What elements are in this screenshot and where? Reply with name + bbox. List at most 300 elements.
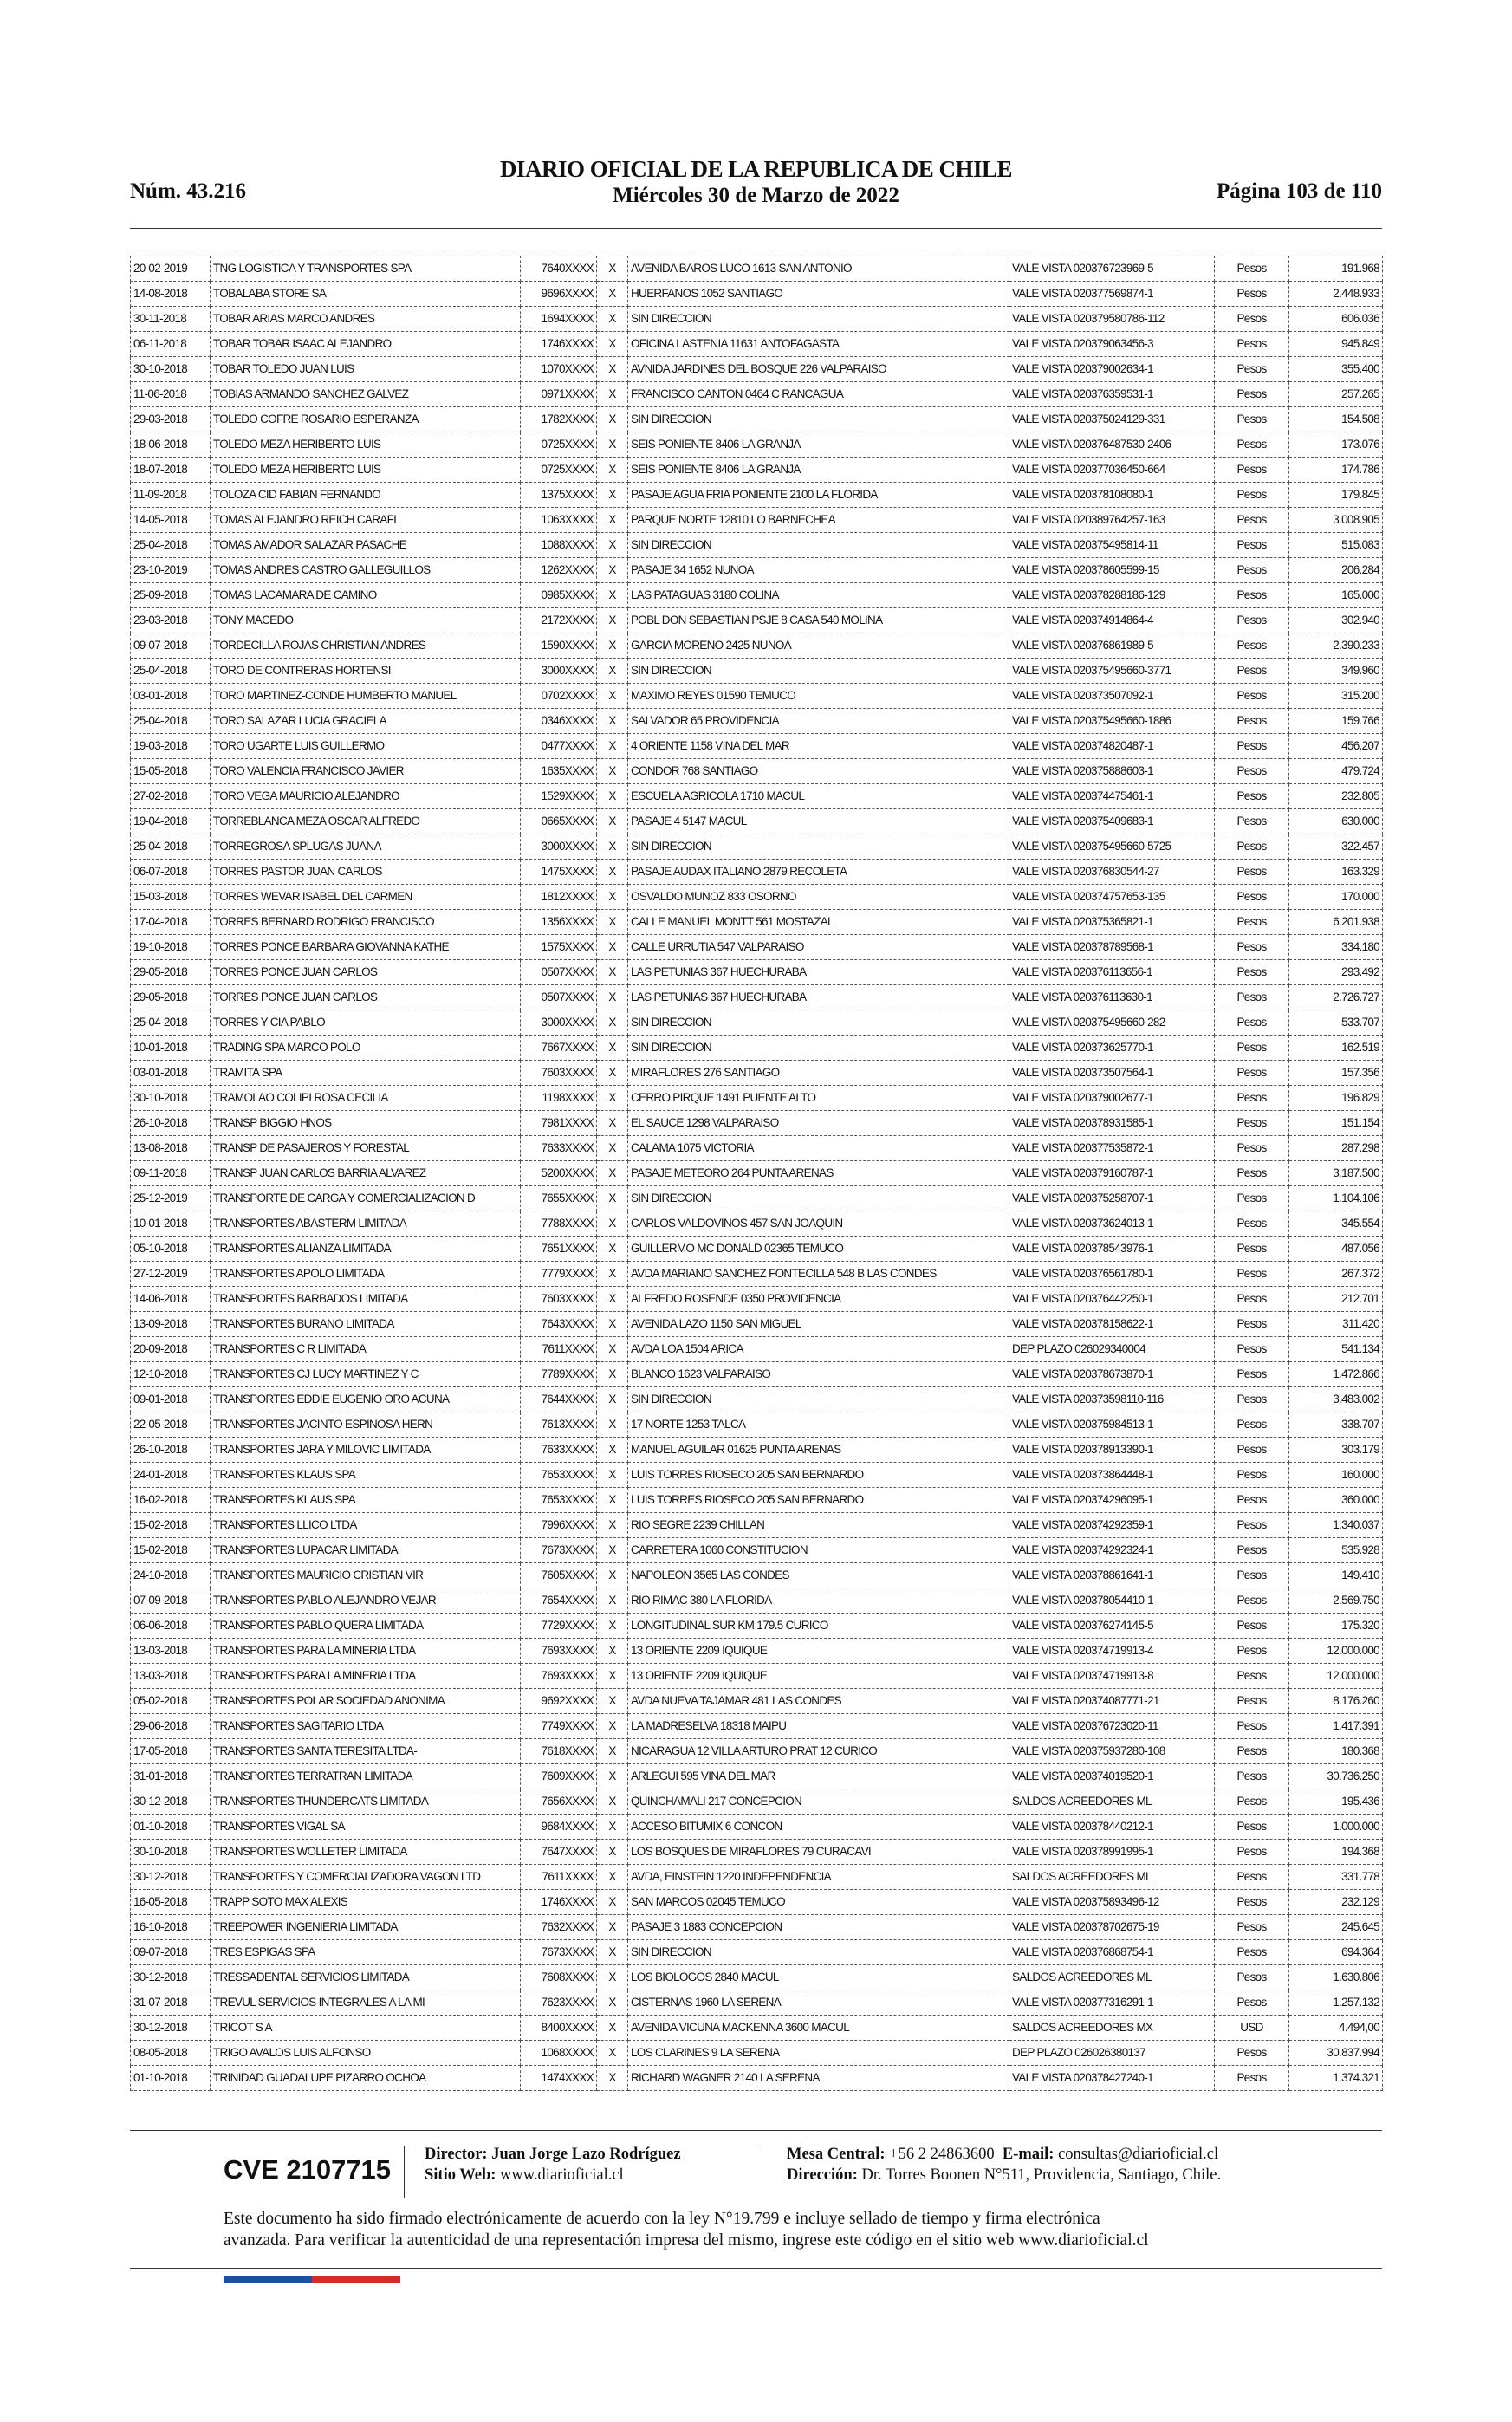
table-row: [131, 407, 1383, 432]
document-cell: VALE VISTA 020378427240-1: [1009, 2066, 1215, 2091]
rut-cell: 0725XXXX: [521, 432, 597, 458]
address-cell: RIO RIMAC 380 LA FLORIDA: [628, 1588, 1009, 1614]
name-cell: TRICOT S A: [211, 2016, 521, 2041]
web-label: Sitio Web:: [425, 2166, 496, 2184]
name-cell: TRIGO AVALOS LUIS ALFONSO: [211, 2041, 521, 2066]
amount-cell: 1.630.806: [1289, 1965, 1383, 1990]
legal-notice: [224, 2208, 1376, 2251]
date-cell: 13-03-2018: [131, 1639, 211, 1664]
address-cell: BLANCO 1623 VALPARAISO: [628, 1362, 1009, 1387]
name-cell: TRES ESPIGAS SPA: [211, 1940, 521, 1965]
table-row: [131, 935, 1383, 960]
document-cell: VALE VISTA 020375495660-1886: [1009, 709, 1215, 734]
date-cell: 29-03-2018: [131, 407, 211, 432]
date-cell: 15-02-2018: [131, 1513, 211, 1538]
rut-cell: 7654XXXX: [521, 1588, 597, 1614]
currency-cell: Pesos: [1215, 1010, 1289, 1036]
amount-cell: 232.129: [1289, 1890, 1383, 1915]
table-row: [131, 1111, 1383, 1136]
rut-cell: 7608XXXX: [521, 1965, 597, 1990]
document-cell: VALE VISTA 020378789568-1: [1009, 935, 1215, 960]
document-cell: VALE VISTA 020379063456-3: [1009, 332, 1215, 357]
name-cell: TRANSP JUAN CARLOS BARRIA ALVAREZ: [211, 1161, 521, 1186]
rut-cell: 0477XXXX: [521, 734, 597, 759]
amount-cell: 945.849: [1289, 332, 1383, 357]
date-cell: 11-09-2018: [131, 483, 211, 508]
flag-stripe: [224, 2276, 400, 2283]
name-cell: TORO VEGA MAURICIO ALEJANDRO: [211, 784, 521, 809]
currency-cell: Pesos: [1215, 608, 1289, 633]
date-cell: 31-07-2018: [131, 1990, 211, 2016]
document-cell: VALE VISTA 020376861989-5: [1009, 633, 1215, 659]
address-cell: SAN MARCOS 02045 TEMUCO: [628, 1890, 1009, 1915]
name-cell: TRAMOLAO COLIPI ROSA CECILIA: [211, 1086, 521, 1111]
table-row: [131, 1614, 1383, 1639]
date-cell: 27-12-2019: [131, 1262, 211, 1287]
rut-cell: 7693XXXX: [521, 1664, 597, 1689]
name-cell: TRANSPORTES ALIANZA LIMITADA: [211, 1237, 521, 1262]
date-cell: 13-03-2018: [131, 1664, 211, 1689]
date-cell: 03-01-2018: [131, 1061, 211, 1086]
mark-cell: X: [597, 1614, 628, 1639]
date-cell: 09-11-2018: [131, 1161, 211, 1186]
table-row: [131, 1538, 1383, 1563]
amount-cell: 196.829: [1289, 1086, 1383, 1111]
rut-cell: 5200XXXX: [521, 1161, 597, 1186]
date-cell: 13-08-2018: [131, 1136, 211, 1161]
currency-cell: Pesos: [1215, 1488, 1289, 1513]
mark-cell: X: [597, 2041, 628, 2066]
rut-cell: 2172XXXX: [521, 608, 597, 633]
rut-cell: 7749XXXX: [521, 1714, 597, 1739]
document-cell: VALE VISTA 020374475461-1: [1009, 784, 1215, 809]
name-cell: TRANSPORTES PARA LA MINERIA LTDA: [211, 1664, 521, 1689]
document-cell: DEP PLAZO 026026380137: [1009, 2041, 1215, 2066]
amount-cell: 338.707: [1289, 1412, 1383, 1438]
document-cell: VALE VISTA 020374914864-4: [1009, 608, 1215, 633]
mark-cell: X: [597, 860, 628, 885]
rut-cell: 1746XXXX: [521, 1890, 597, 1915]
mesa-phone: +56 2 24863600: [889, 2146, 995, 2163]
mark-cell: X: [597, 684, 628, 709]
document-cell: VALE VISTA 020375258707-1: [1009, 1186, 1215, 1211]
document-cell: VALE VISTA 020375409683-1: [1009, 809, 1215, 834]
mark-cell: X: [597, 1237, 628, 1262]
mark-cell: X: [597, 659, 628, 684]
document-cell: VALE VISTA 020375888603-1: [1009, 759, 1215, 784]
mark-cell: X: [597, 1890, 628, 1915]
name-cell: TOBAR ARIAS MARCO ANDRES: [211, 307, 521, 332]
amount-cell: 287.298: [1289, 1136, 1383, 1161]
currency-cell: Pesos: [1215, 860, 1289, 885]
mark-cell: X: [597, 1588, 628, 1614]
address-cell: RICHARD WAGNER 2140 LA SERENA: [628, 2066, 1009, 2091]
amount-cell: 3.483.002: [1289, 1387, 1383, 1412]
rut-cell: 7647XXXX: [521, 1840, 597, 1865]
currency-cell: Pesos: [1215, 1614, 1289, 1639]
date-cell: 05-02-2018: [131, 1689, 211, 1714]
table-row: [131, 1463, 1383, 1488]
name-cell: TRINIDAD GUADALUPE PIZARRO OCHOA: [211, 2066, 521, 2091]
document-cell: VALE VISTA 020374292324-1: [1009, 1538, 1215, 1563]
name-cell: TRANSPORTES BARBADOS LIMITADA: [211, 1287, 521, 1312]
rut-cell: 7643XXXX: [521, 1312, 597, 1337]
address-cell: SIN DIRECCION: [628, 1010, 1009, 1036]
document-cell: VALE VISTA 020378440212-1: [1009, 1815, 1215, 1840]
rut-cell: 7655XXXX: [521, 1186, 597, 1211]
table-row: [131, 533, 1383, 558]
address-cell: CONDOR 768 SANTIAGO: [628, 759, 1009, 784]
document-cell: VALE VISTA 020378054410-1: [1009, 1588, 1215, 1614]
name-cell: TORREGROSA SPLUGAS JUANA: [211, 834, 521, 860]
mark-cell: X: [597, 1186, 628, 1211]
currency-cell: Pesos: [1215, 734, 1289, 759]
rut-cell: 1262XXXX: [521, 558, 597, 583]
document-cell: VALE VISTA 020374296095-1: [1009, 1488, 1215, 1513]
address-cell: SEIS PONIENTE 8406 LA GRANJA: [628, 458, 1009, 483]
address-cell: SALVADOR 65 PROVIDENCIA: [628, 709, 1009, 734]
name-cell: TRANSPORTES ABASTERM LIMITADA: [211, 1211, 521, 1237]
date-cell: 30-12-2018: [131, 1789, 211, 1815]
amount-cell: 267.372: [1289, 1262, 1383, 1287]
mark-cell: X: [597, 834, 628, 860]
amount-cell: 232.805: [1289, 784, 1383, 809]
date-cell: 26-10-2018: [131, 1438, 211, 1463]
address-cell: ALFREDO ROSENDE 0350 PROVIDENCIA: [628, 1287, 1009, 1312]
document-cell: VALE VISTA 020375024129-331: [1009, 407, 1215, 432]
date-cell: 16-05-2018: [131, 1890, 211, 1915]
mark-cell: X: [597, 432, 628, 458]
address-cell: MAXIMO REYES 01590 TEMUCO: [628, 684, 1009, 709]
address-cell: PASAJE AUDAX ITALIANO 2879 RECOLETA: [628, 860, 1009, 885]
date-cell: 30-10-2018: [131, 1840, 211, 1865]
address-cell: SIN DIRECCION: [628, 1186, 1009, 1211]
amount-cell: 2.448.933: [1289, 282, 1383, 307]
footer-divider: [130, 2130, 1382, 2131]
document-cell: SALDOS ACREEDORES ML: [1009, 1965, 1215, 1990]
date-cell: 12-10-2018: [131, 1362, 211, 1387]
amount-cell: 170.000: [1289, 885, 1383, 910]
document-cell: VALE VISTA 020378605599-15: [1009, 558, 1215, 583]
currency-cell: Pesos: [1215, 1890, 1289, 1915]
amount-cell: 175.320: [1289, 1614, 1383, 1639]
table-row: [131, 1965, 1383, 1990]
date-cell: 15-05-2018: [131, 759, 211, 784]
amount-cell: 12.000.000: [1289, 1664, 1383, 1689]
currency-cell: Pesos: [1215, 910, 1289, 935]
rut-cell: 3000XXXX: [521, 1010, 597, 1036]
address-cell: ARLEGUI 595 VINA DEL MAR: [628, 1764, 1009, 1789]
table-row: [131, 1086, 1383, 1111]
currency-cell: Pesos: [1215, 1915, 1289, 1940]
name-cell: TORDECILLA ROJAS CHRISTIAN ANDRES: [211, 633, 521, 659]
mark-cell: X: [597, 458, 628, 483]
amount-cell: 2.390.233: [1289, 633, 1383, 659]
mark-cell: X: [597, 633, 628, 659]
address-cell: AVENIDA BAROS LUCO 1613 SAN ANTONIO: [628, 256, 1009, 282]
table-row: [131, 1890, 1383, 1915]
date-cell: 17-05-2018: [131, 1739, 211, 1764]
name-cell: TRANSPORTES Y COMERCIALIZADORA VAGON LTD: [211, 1865, 521, 1890]
currency-cell: Pesos: [1215, 633, 1289, 659]
name-cell: TOBAR TOBAR ISAAC ALEJANDRO: [211, 332, 521, 357]
mark-cell: X: [597, 1161, 628, 1186]
document-cell: DEP PLAZO 026029340004: [1009, 1337, 1215, 1362]
amount-cell: 1.417.391: [1289, 1714, 1383, 1739]
name-cell: TRESSADENTAL SERVICIOS LIMITADA: [211, 1965, 521, 1990]
name-cell: TRAPP SOTO MAX ALEXIS: [211, 1890, 521, 1915]
address-cell: LONGITUDINAL SUR KM 179.5 CURICO: [628, 1614, 1009, 1639]
contact-block: [787, 2144, 1221, 2185]
address-cell: RIO SEGRE 2239 CHILLAN: [628, 1513, 1009, 1538]
name-cell: TOLEDO MEZA HERIBERTO LUIS: [211, 458, 521, 483]
mark-cell: X: [597, 1965, 628, 1990]
address-cell: CALAMA 1075 VICTORIA: [628, 1136, 1009, 1161]
address-cell: MANUEL AGUILAR 01625 PUNTA ARENAS: [628, 1438, 1009, 1463]
rut-cell: 1356XXXX: [521, 910, 597, 935]
currency-cell: Pesos: [1215, 1061, 1289, 1086]
mark-cell: X: [597, 734, 628, 759]
mark-cell: X: [597, 1061, 628, 1086]
amount-cell: 355.400: [1289, 357, 1383, 382]
name-cell: TNG LOGISTICA Y TRANSPORTES SPA: [211, 256, 521, 282]
name-cell: TORRES Y CIA PABLO: [211, 1010, 521, 1036]
cve-code: CVE 2107715: [224, 2154, 392, 2185]
amount-cell: 149.410: [1289, 1563, 1383, 1588]
mark-cell: X: [597, 1513, 628, 1538]
mark-cell: X: [597, 1136, 628, 1161]
currency-cell: Pesos: [1215, 1186, 1289, 1211]
amount-cell: 349.960: [1289, 659, 1383, 684]
mark-cell: X: [597, 533, 628, 558]
currency-cell: Pesos: [1215, 1362, 1289, 1387]
mark-cell: X: [597, 2066, 628, 2091]
amount-cell: 165.000: [1289, 583, 1383, 608]
date-cell: 30-10-2018: [131, 357, 211, 382]
publication-title: DIARIO OFICIAL DE LA REPUBLICA DE CHILE: [499, 156, 1013, 182]
address-cell: CERRO PIRQUE 1491 PUENTE ALTO: [628, 1086, 1009, 1111]
address-cell: CISTERNAS 1960 LA SERENA: [628, 1990, 1009, 2016]
currency-cell: Pesos: [1215, 1086, 1289, 1111]
document-cell: VALE VISTA 020375893496-12: [1009, 1890, 1215, 1915]
mark-cell: X: [597, 1488, 628, 1513]
address-cell: OFICINA LASTENIA 11631 ANTOFAGASTA: [628, 332, 1009, 357]
name-cell: TRANSPORTES THUNDERCATS LIMITADA: [211, 1789, 521, 1815]
rut-cell: 1375XXXX: [521, 483, 597, 508]
web-link[interactable]: www.diarioficial.cl: [500, 2166, 624, 2184]
table-row: [131, 1211, 1383, 1237]
rut-cell: 0507XXXX: [521, 960, 597, 985]
address-cell: SIN DIRECCION: [628, 307, 1009, 332]
rut-cell: 1475XXXX: [521, 860, 597, 885]
name-cell: TRANSPORTES PABLO ALEJANDRO VEJAR: [211, 1588, 521, 1614]
name-cell: TRANSPORTES APOLO LIMITADA: [211, 1262, 521, 1287]
table-row: [131, 1186, 1383, 1211]
name-cell: TRANSP BIGGIO HNOS: [211, 1111, 521, 1136]
mark-cell: X: [597, 1086, 628, 1111]
mark-cell: X: [597, 1840, 628, 1865]
name-cell: TOMAS ALEJANDRO REICH CARAFI: [211, 508, 521, 533]
amount-cell: 606.036: [1289, 307, 1383, 332]
date-cell: 25-09-2018: [131, 583, 211, 608]
mark-cell: X: [597, 1563, 628, 1588]
rut-cell: 7656XXXX: [521, 1789, 597, 1815]
mark-cell: X: [597, 558, 628, 583]
address-cell: GUILLERMO MC DONALD 02365 TEMUCO: [628, 1237, 1009, 1262]
mark-cell: X: [597, 407, 628, 432]
rut-cell: 1063XXXX: [521, 508, 597, 533]
address-cell: LUIS TORRES RIOSECO 205 SAN BERNARDO: [628, 1463, 1009, 1488]
date-cell: 18-07-2018: [131, 458, 211, 483]
currency-cell: Pesos: [1215, 1639, 1289, 1664]
table-row: [131, 834, 1383, 860]
mark-cell: X: [597, 608, 628, 633]
records-table-body: [131, 256, 1383, 2091]
amount-cell: 194.368: [1289, 1840, 1383, 1865]
amount-cell: 2.569.750: [1289, 1588, 1383, 1614]
mark-cell: X: [597, 483, 628, 508]
table-row: [131, 307, 1383, 332]
amount-cell: 334.180: [1289, 935, 1383, 960]
document-cell: VALE VISTA 020376442250-1: [1009, 1287, 1215, 1312]
amount-cell: 8.176.260: [1289, 1689, 1383, 1714]
mark-cell: X: [597, 960, 628, 985]
amount-cell: 162.519: [1289, 1036, 1383, 1061]
director-block: [425, 2144, 681, 2185]
document-cell: VALE VISTA 020374019520-1: [1009, 1764, 1215, 1789]
date-cell: 10-01-2018: [131, 1036, 211, 1061]
table-row: [131, 1815, 1383, 1840]
name-cell: TRANSPORTES C R LIMITADA: [211, 1337, 521, 1362]
director-label: Director:: [425, 2146, 488, 2163]
currency-cell: Pesos: [1215, 508, 1289, 533]
address-cell: GARCIA MORENO 2425 NUNOA: [628, 633, 1009, 659]
address-cell: LAS PATAGUAS 3180 COLINA: [628, 583, 1009, 608]
address-cell: PASAJE 4 5147 MACUL: [628, 809, 1009, 834]
currency-cell: Pesos: [1215, 1136, 1289, 1161]
table-row: [131, 1036, 1383, 1061]
document-cell: VALE VISTA 020376830544-27: [1009, 860, 1215, 885]
address-cell: SEIS PONIENTE 8406 LA GRANJA: [628, 432, 1009, 458]
address-cell: OSVALDO MUNOZ 833 OSORNO: [628, 885, 1009, 910]
date-cell: 14-08-2018: [131, 282, 211, 307]
mark-cell: X: [597, 1865, 628, 1890]
table-row: [131, 759, 1383, 784]
name-cell: TRANSPORTES TERRATRAN LIMITADA: [211, 1764, 521, 1789]
records-table-container: [130, 256, 1382, 2091]
currency-cell: Pesos: [1215, 1337, 1289, 1362]
mark-cell: X: [597, 357, 628, 382]
address-cell: CALLE MANUEL MONTT 561 MOSTAZAL: [628, 910, 1009, 935]
date-cell: 26-10-2018: [131, 1111, 211, 1136]
issue-number: Núm. 43.216: [130, 179, 247, 203]
table-row: [131, 1136, 1383, 1161]
amount-cell: 487.056: [1289, 1237, 1383, 1262]
amount-cell: 6.201.938: [1289, 910, 1383, 935]
currency-cell: Pesos: [1215, 684, 1289, 709]
currency-cell: Pesos: [1215, 533, 1289, 558]
amount-cell: 2.726.727: [1289, 985, 1383, 1010]
table-row: [131, 1915, 1383, 1940]
table-row: [131, 432, 1383, 458]
address-cell: AVDA NUEVA TAJAMAR 481 LAS CONDES: [628, 1689, 1009, 1714]
table-row: [131, 1312, 1383, 1337]
email-link[interactable]: consultas@diarioficial.cl: [1058, 2146, 1219, 2163]
amount-cell: 195.436: [1289, 1789, 1383, 1815]
name-cell: TRANSPORTES PABLO QUERA LIMITADA: [211, 1614, 521, 1639]
name-cell: TRANSPORTES PARA LA MINERIA LTDA: [211, 1639, 521, 1664]
date-cell: 06-11-2018: [131, 332, 211, 357]
document-cell: VALE VISTA 020379002677-1: [1009, 1086, 1215, 1111]
address-cell: NAPOLEON 3565 LAS CONDES: [628, 1563, 1009, 1588]
rut-cell: 7633XXXX: [521, 1438, 597, 1463]
address-cell: SIN DIRECCION: [628, 659, 1009, 684]
table-row: [131, 558, 1383, 583]
date-cell: 19-03-2018: [131, 734, 211, 759]
name-cell: TORO SALAZAR LUCIA GRACIELA: [211, 709, 521, 734]
currency-cell: Pesos: [1215, 1412, 1289, 1438]
currency-cell: Pesos: [1215, 1664, 1289, 1689]
document-cell: VALE VISTA 020379160787-1: [1009, 1161, 1215, 1186]
document-cell: VALE VISTA 020374087771-21: [1009, 1689, 1215, 1714]
table-row: [131, 1287, 1383, 1312]
document-cell: VALE VISTA 020373625770-1: [1009, 1036, 1215, 1061]
date-cell: 09-07-2018: [131, 1940, 211, 1965]
address-cell: LAS PETUNIAS 367 HUECHURABA: [628, 960, 1009, 985]
address-cell: SIN DIRECCION: [628, 1036, 1009, 1061]
rut-cell: 1575XXXX: [521, 935, 597, 960]
table-row: [131, 1387, 1383, 1412]
address-cell: LOS CLARINES 9 LA SERENA: [628, 2041, 1009, 2066]
rut-cell: 8400XXXX: [521, 2016, 597, 2041]
name-cell: TRANSPORTES BURANO LIMITADA: [211, 1312, 521, 1337]
date-cell: 20-09-2018: [131, 1337, 211, 1362]
currency-cell: Pesos: [1215, 282, 1289, 307]
currency-cell: Pesos: [1215, 834, 1289, 860]
rut-cell: 1088XXXX: [521, 533, 597, 558]
currency-cell: Pesos: [1215, 1588, 1289, 1614]
document-cell: VALE VISTA 020377535872-1: [1009, 1136, 1215, 1161]
document-cell: VALE VISTA 020375495660-282: [1009, 1010, 1215, 1036]
name-cell: TRANSPORTES KLAUS SPA: [211, 1488, 521, 1513]
address-cell: ACCESO BITUMIX 6 CONCON: [628, 1815, 1009, 1840]
amount-cell: 30.736.250: [1289, 1764, 1383, 1789]
mark-cell: X: [597, 508, 628, 533]
address-cell: LUIS TORRES RIOSECO 205 SAN BERNARDO: [628, 1488, 1009, 1513]
name-cell: TRANSPORTES LUPACAR LIMITADA: [211, 1538, 521, 1563]
mark-cell: X: [597, 382, 628, 407]
rut-cell: 0665XXXX: [521, 809, 597, 834]
amount-cell: 174.786: [1289, 458, 1383, 483]
table-row: [131, 2016, 1383, 2041]
currency-cell: Pesos: [1215, 1815, 1289, 1840]
name-cell: TOMAS AMADOR SALAZAR PASACHE: [211, 533, 521, 558]
mark-cell: X: [597, 1940, 628, 1965]
rut-cell: 7644XXXX: [521, 1387, 597, 1412]
table-row: [131, 860, 1383, 885]
document-cell: VALE VISTA 020373624013-1: [1009, 1211, 1215, 1237]
date-cell: 11-06-2018: [131, 382, 211, 407]
name-cell: TRANSPORTES KLAUS SPA: [211, 1463, 521, 1488]
mark-cell: X: [597, 1815, 628, 1840]
name-cell: TRANSPORTES WOLLETER LIMITADA: [211, 1840, 521, 1865]
legal-line: avanzada. Para verificar la autenticidad de una representación impresa del mismo, ingrese este código en el sitio web www.diarioficial.cl: [224, 2231, 1149, 2250]
date-cell: 17-04-2018: [131, 910, 211, 935]
currency-cell: Pesos: [1215, 960, 1289, 985]
address-cell: HUERFANOS 1052 SANTIAGO: [628, 282, 1009, 307]
document-cell: VALE VISTA 020375984513-1: [1009, 1412, 1215, 1438]
rut-cell: 7618XXXX: [521, 1739, 597, 1764]
